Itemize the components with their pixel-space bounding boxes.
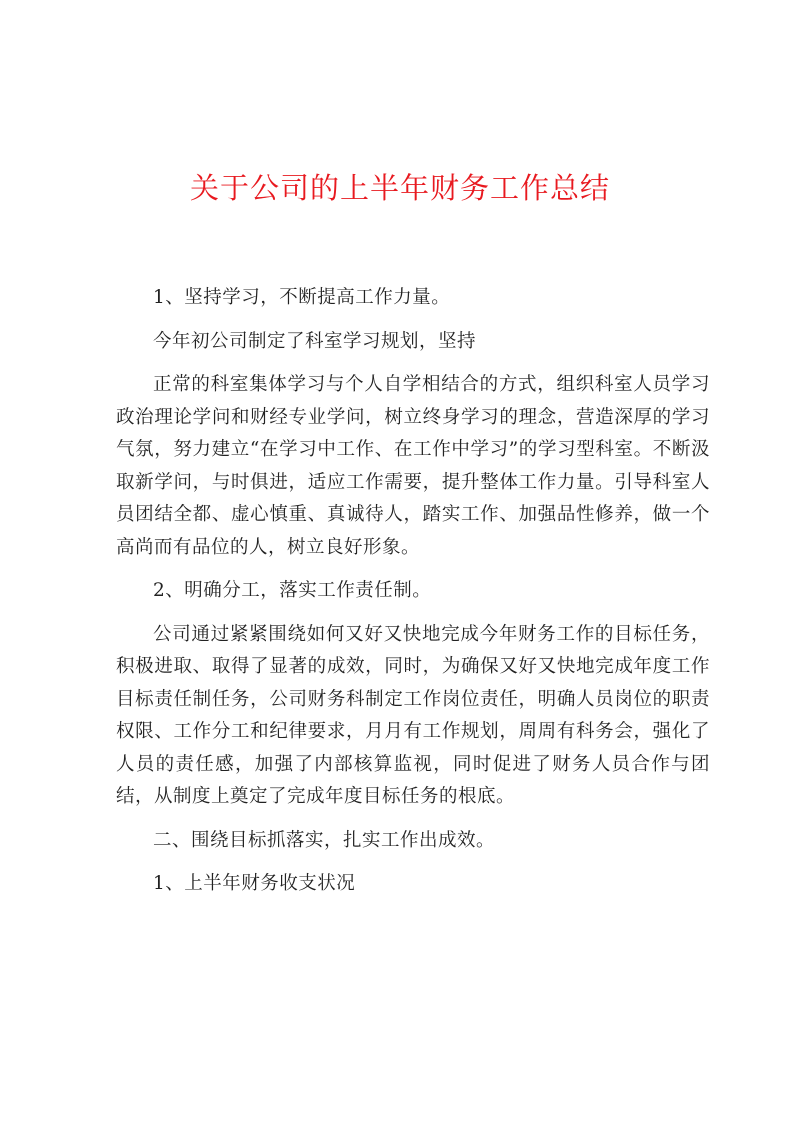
paragraph-division-body: 公司通过紧紧围绕如何又好又快地完成今年财务工作的目标任务，积极进取、取得了显著的成效，同时，为确保又好又快地完成年度工作目标责任制任务，公司财务科制定工作岗位责任，明确人员岗位的职责权限、工作分工和纪律要求，月月有工作规划，周周有科务会，强化了人员的责任感，加强了内部核算监视，同时促进了财务人员合作与团结，从制度上奠定了完成年度目标任务的根底。 [116, 623, 710, 807]
document-body [116, 282, 710, 912]
paragraph-heading-division: 2、明确分工，落实工作责任制。 [153, 580, 432, 601]
document-title: 关于公司的上半年财务工作总结 [189, 171, 610, 205]
paragraph-study-body: 正常的科室集体学习与个人自学相结合的方式，组织科室人员学习政治理论学问和财经专业学问，树立终身学习的理念，营造深厚的学习气氛，努力建立“在学习中工作、在工作中学习”的学习型科室。不断汲取新学问，与时俱进，适应工作需要，提升整体工作力量。引导科室人员团结全都、虚心慎重、真诚待人，踏实工作、加强品性修养，做一个高尚而有品位的人，树立良好形象。 [116, 374, 710, 558]
paragraph-heading-study: 1、坚持学习，不断提高工作力量。 [153, 287, 451, 308]
paragraph-heading-goals: 二、围绕目标抓落实，扎实工作出成效。 [153, 829, 496, 851]
paragraph-heading-revenue: 1、上半年财务收支状况 [153, 873, 356, 894]
paragraph-study-intro: 今年初公司制定了科室学习规划，坚持 [153, 330, 477, 352]
